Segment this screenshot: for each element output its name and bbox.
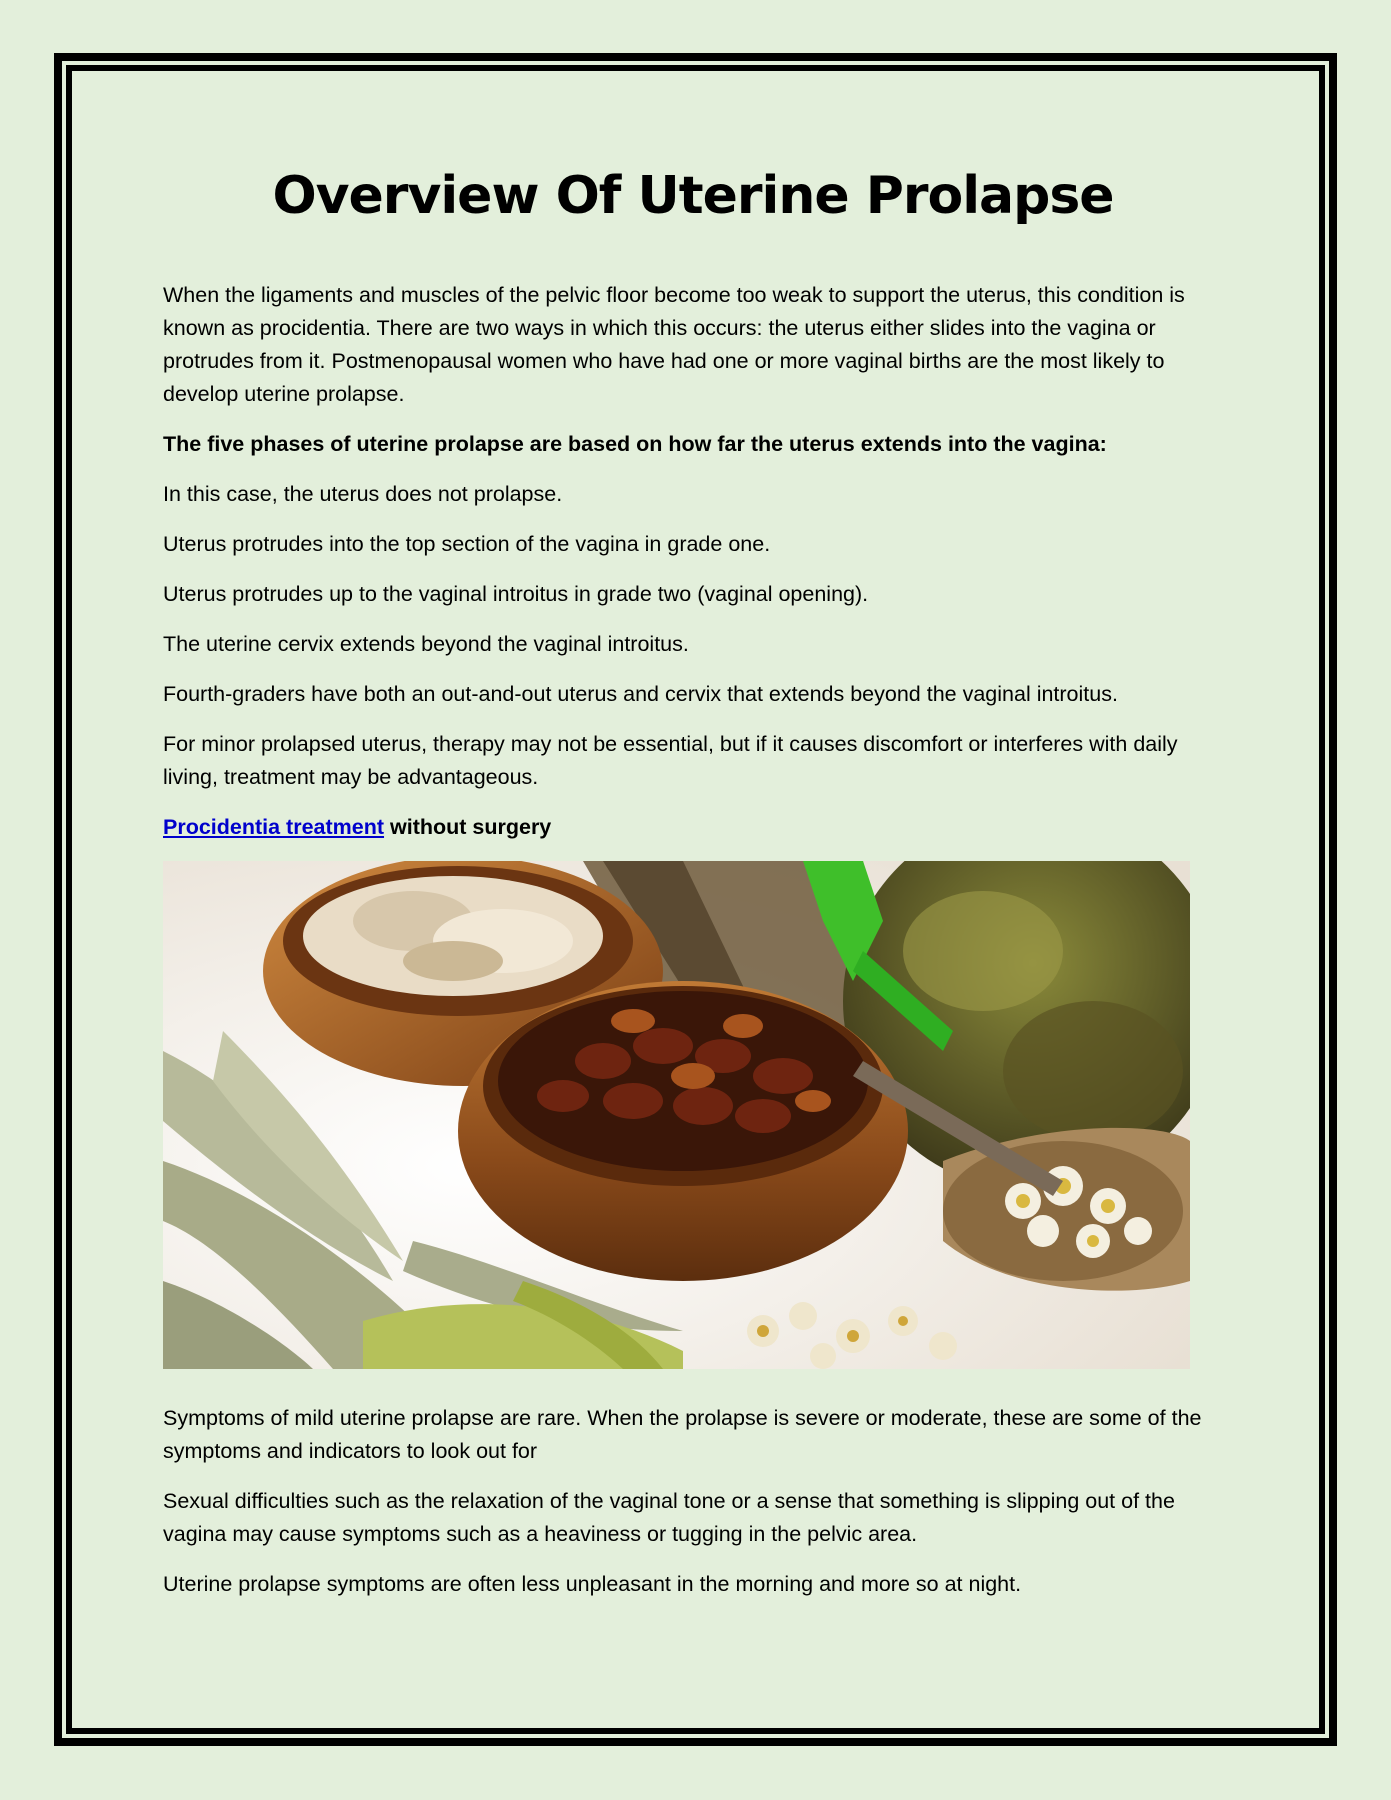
symptoms-intro-paragraph: Symptoms of mild uterine prolapse are rare. When the prolapse is severe or moderate, these are some of the symptoms and indicators to look out for	[163, 1406, 1202, 1464]
treatment-heading-suffix: without surgery	[384, 815, 552, 840]
symptoms-detail-paragraph: Sexual difficulties such as the relaxation of the vaginal tone or a sense that something is slipping out of the vagina may cause symptoms such as a heaviness or tugging in the pelvic area.	[163, 1489, 1175, 1547]
intro-paragraph: When the ligaments and muscles of the pelvic floor become too weak to support the uterus, this condition is known as procidentia. There are two ways in which this occurs: the uterus either slides into the vagina or protrudes from it. Postmenopausal women who have had one or more vaginal births are the most likely to develop uterine prolapse.	[163, 283, 1185, 407]
document-content	[163, 165, 1223, 1618]
phases-heading: The five phases of uterine prolapse are based on how far the uterus extends into the vagina:	[163, 432, 1107, 457]
herbal-remedies-photo	[163, 861, 1190, 1369]
phase-item: Fourth-graders have both an out-and-out uterus and cervix that extends beyond the vaginal introitus.	[163, 682, 1118, 707]
procidentia-treatment-link[interactable]: Procidentia treatment	[163, 815, 385, 840]
therapy-paragraph: For minor prolapsed uterus, therapy may not be essential, but if it causes discomfort or interferes with daily living, treatment may be advantageous.	[163, 732, 1178, 790]
treatment-heading	[163, 811, 1223, 844]
phase-item: Uterus protrudes up to the vaginal introitus in grade two (vaginal opening).	[163, 582, 869, 607]
phase-item: The uterine cervix extends beyond the vaginal introitus.	[163, 632, 689, 657]
phase-item: Uterus protrudes into the top section of the vagina in grade one.	[163, 532, 771, 557]
page-title: Overview Of Uterine Prolapse	[272, 166, 1114, 226]
symptoms-timing-paragraph: Uterine prolapse symptoms are often less unpleasant in the morning and more so at night.	[163, 1572, 1022, 1597]
phase-item: In this case, the uterus does not prolapse.	[163, 482, 563, 507]
